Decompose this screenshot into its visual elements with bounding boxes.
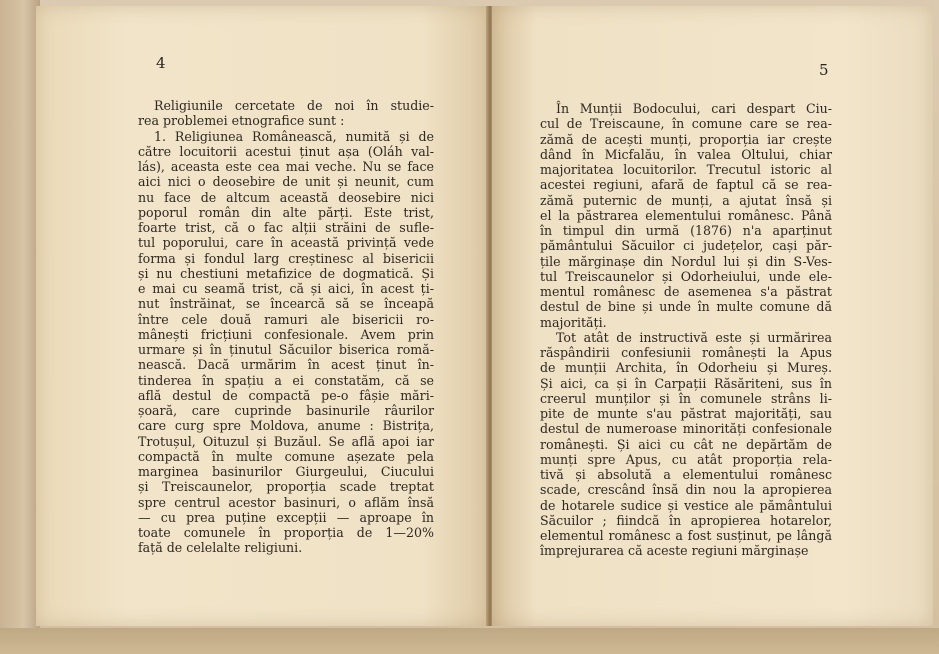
- text-line: dând în Micfalău, în valea Oltului, chiar: [540, 146, 832, 162]
- text-line: care curg spre Moldova, anume : Bistrița,: [138, 418, 434, 434]
- text-line: e mai cu seamă trist, că și aici, în acest ți-: [138, 281, 434, 296]
- text-line: forma și fondul larg creștinesc al bisericii: [138, 250, 434, 266]
- text-line: împrejurarea că aceste regiuni mărginașe: [540, 543, 809, 559]
- text-line: Tot atât de instructivă este și urmărirea: [556, 329, 832, 345]
- text-line: pământului Săcuilor ci județelor, cași păr-: [540, 238, 832, 254]
- text-line: față de celelalte religiuni.: [138, 540, 303, 556]
- text-line: șoară, care cuprinde basinurile râurilor: [138, 403, 434, 418]
- text-line: de hotarele sudice și vestice ale pământului: [540, 497, 832, 513]
- text-line: destul de numeroase minorități confesionale: [540, 421, 832, 437]
- text-line: majoritatea locuitorilor. Trecutul istoric al: [540, 162, 832, 177]
- text-line: creerul munților și în comunele strâns li-: [540, 390, 832, 406]
- text-line: nească. Dacă urmărim în acest ținut în-: [138, 357, 434, 373]
- text-line: în timpul din urmă (1876) n'a aparținut: [540, 223, 832, 238]
- text-line: compactă în multe comune așezate pela: [138, 448, 434, 464]
- left-page: [36, 6, 490, 626]
- text-line: tinderea în spațiu a ei constatăm, că se: [138, 372, 434, 388]
- text-line: țile mărginașe din Nordul lui și din S-Ves-: [540, 253, 832, 269]
- text-line: tivă și absolută a elementului românesc: [540, 467, 832, 482]
- text-line: zămă de acești munți, proporția iar crește: [540, 131, 832, 147]
- text-line: În Munții Bodocului, cari despart Ciu-: [556, 101, 832, 116]
- text-line: de munții Archita, în Odorheiu și Mureș.: [540, 360, 832, 376]
- right-page: [492, 6, 933, 626]
- text-line: mentul românesc de asemenea s'a păstrat: [540, 284, 832, 299]
- text-line: 1. Religiunea Românească, numită și de: [154, 128, 434, 144]
- text-line: rea problemei etnografice sunt :: [138, 113, 345, 129]
- text-line: nut înstrăinat, se încearcă să se înceapă: [138, 296, 434, 312]
- text-line: Săcuilor ; fiindcă în apropierea hotarelor,: [540, 512, 832, 528]
- text-line: românești. Și aici cu cât ne depărtăm de: [540, 436, 832, 452]
- text-line: află destul de compactă pe-o fâșie mări-: [138, 387, 434, 403]
- text-line: tul Treiscaunelor și Odorheiului, unde ele-: [540, 268, 832, 284]
- text-line: toate comunele în proporția de 1—20%: [138, 525, 434, 540]
- text-line: foarte trist, că o fac alții străini de sufle-: [138, 220, 434, 235]
- text-line: scade, crescând însă din nou la apropierea: [540, 482, 832, 498]
- text-line: majorități.: [540, 314, 607, 330]
- text-line: cul de Treiscaune, în comune care se rea-: [540, 116, 832, 132]
- text-line: elementul românesc a fost susținut, pe lângă: [540, 528, 832, 543]
- text-line: el la păstrarea elementului românesc. Până: [540, 207, 832, 223]
- text-line: Religiunile cercetate de noi în studie-: [154, 98, 434, 113]
- page-number-right: 5: [819, 61, 829, 79]
- text-line: aici nici o deosebire de unit și neunit, cum: [138, 174, 434, 190]
- text-line: zămă puternic de munți, a ajutat însă și: [540, 192, 832, 208]
- text-line: și Treiscaunelor, proporția scade treptat: [138, 479, 434, 495]
- text-line: spre centrul acestor basinuri, o aflăm însă: [138, 494, 434, 510]
- text-line: și nu chestiuni metafizice de dogmatică. Și: [138, 265, 434, 281]
- text-line: Și aici, ca și în Carpații Răsăriteni, sus în: [540, 375, 832, 391]
- text-line: poporul român din alte părți. Este trist,: [138, 204, 434, 220]
- text-line: pite de munte s'au păstrat majorități, sau: [540, 406, 832, 421]
- text-line: între cele două ramuri ale bisericii ro-: [138, 311, 434, 327]
- left-page-text: [138, 98, 434, 556]
- text-line: Trotușul, Oituzul și Buzăul. Se află apoi iar: [138, 433, 434, 449]
- text-line: răspândirii confesiunii românești la Apus: [540, 345, 832, 360]
- text-line: destul de bine și unde în multe comune dă: [540, 299, 832, 315]
- text-line: nu face de altcum această deosebire nici: [138, 189, 434, 205]
- text-line: urmare și în ținutul Săcuilor biserica romă-: [138, 342, 434, 357]
- text-line: către locuitorii acestui ținut așa (Oláh val-: [138, 143, 434, 159]
- page-number-left: 4: [156, 54, 166, 72]
- text-line: tul poporului, care în această privință vede: [138, 235, 434, 251]
- right-page-text: [540, 101, 832, 559]
- page-stack-edge: [0, 0, 40, 654]
- text-line: acestei regiuni, afară de faptul că se rea-: [540, 177, 832, 193]
- text-line: — cu prea puține excepții — aproape în: [138, 509, 434, 525]
- book-bottom-edge: [0, 628, 939, 654]
- text-line: mânești fricțiuni confesionale. Avem prin: [138, 326, 434, 342]
- text-line: lás), aceasta este cea mai veche. Nu se face: [138, 159, 434, 174]
- text-line: munți spre Apus, cu atât proporția rela-: [540, 451, 832, 467]
- text-line: marginea basinurilor Giurgeului, Ciucului: [138, 464, 434, 479]
